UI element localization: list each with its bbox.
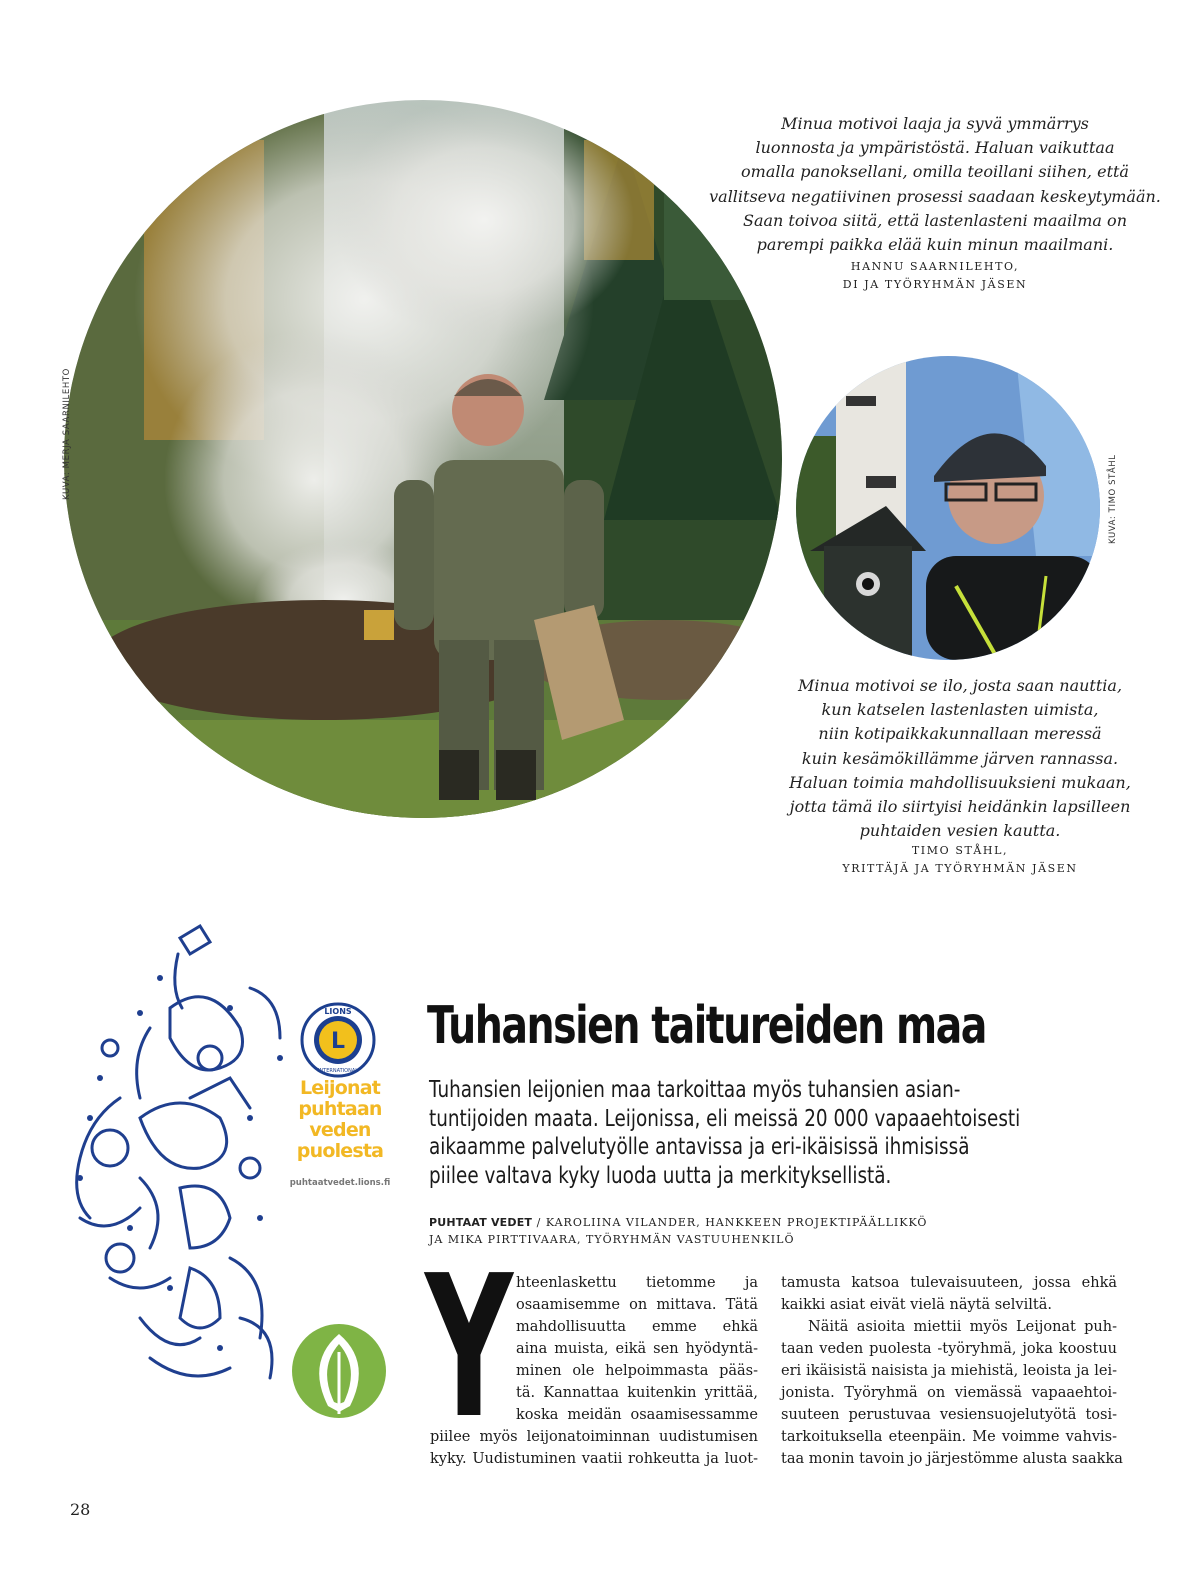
attribution-name: TIMO STÅHL, [911,844,1009,857]
campaign-url: puhtaatvedet.lions.fi [289,1178,391,1188]
body-line: mahdollisuutta emme ehkä [516,1319,758,1335]
article-headline: Tuhansien taitureiden maa [427,996,986,1056]
photo-credit-large: KUVA: MERJA SAARNILEHTO [62,368,72,500]
campaign-title-line: puhtaan [298,1098,382,1120]
lions-emblem-letter: L [330,1029,346,1054]
finland-sea-life-illustration [50,918,312,1408]
attribution-name: HANNU SAARNILEHTO, [850,260,1020,273]
quote-line: Haluan toimia mahdollisuuksieni mukaan, [789,772,1131,792]
photo-credit-small: KUVA: TIMO STÅHL [1108,454,1118,544]
body-line: aina muista, eikä sen hyödyntä- [516,1341,758,1357]
byline-authors-2: JA MIKA PIRTTIVAARA, TYÖRYHMÄN VASTUUHENKILÖ [429,1233,795,1246]
body-line: tarkoituksella eteenpäin. Me voimme vahvis- [781,1429,1117,1445]
body-line: taan veden puolesta -työryhmä, joka koostuu [781,1341,1117,1357]
quote-line: kuin kesämökillämme järven rannassa. [801,748,1119,768]
body-line: koska meidän osaamisessamme [516,1407,758,1423]
page-number: 28 [70,1500,91,1519]
quote-attribution-hannu [700,258,1170,294]
body-line: hteenlaskettu tietomme ja [516,1275,758,1291]
quote-attribution-timo [740,842,1180,878]
body-line: piilee myös leijonatoiminnan uudistumisen [430,1429,758,1445]
quote-line: parempi paikka elää kuin minun maailmani. [756,235,1114,255]
quote-line: kun katselen lastenlasten uimista, [821,700,1099,720]
body-line: minen ole helpoimmasta pääs- [516,1363,758,1379]
campaign-title-line: Leijonat [299,1077,381,1099]
drop-cap: Y [425,1234,514,1462]
body-line: suuteen perustuvaa vesiensuojelutyötä tosi- [781,1407,1117,1423]
campaign-title [280,1078,400,1162]
quote-line: omalla panoksellani, omilla teoillani siihen, että [741,162,1129,182]
body-line: Näitä asioita miettii myös Leijonat puh- [808,1319,1117,1335]
quote-line: Minua motivoi laaja ja syvä ymmärrys [781,114,1089,133]
quote-line: Saan toivoa siitä, että lastenlasteni maailma on [742,210,1127,230]
body-line: taa monin tavoin jo järjestömme alusta saakka [781,1451,1123,1467]
attribution-role: DI JA TYÖRYHMÄN JÄSEN [842,278,1028,291]
article-lede [429,1076,1053,1190]
lede-line: piilee valtava kyky luoda uutta ja merkityksellistä. [429,1162,892,1189]
lions-emblem-top-text: LIONS [324,1007,352,1016]
green-leaf-logo [290,1322,388,1420]
quote-line: puhtaiden vesien kautta. [859,821,1061,841]
quote-hannu [700,112,1170,257]
lede-line: Tuhansien leijonien maa tarkoittaa myös tuhansien asian- [429,1077,961,1103]
body-line: tä. Kannattaa kuitenkin yrittää, [516,1385,758,1401]
campaign-title-line: puolesta [296,1140,384,1162]
body-line: kaikki asiat eivät vielä näytä selviltä. [781,1297,1052,1313]
body-line: osaamisemme on mittava. Tätä [516,1297,758,1313]
body-line: eri ikäisistä naisista ja miehistä, leoista ja lei- [781,1363,1117,1379]
photo-man-carrying-box-by-bonfire [64,100,782,818]
byline-section: PUHTAAT VEDET [429,1216,533,1229]
body-line: tamusta katsoa tulevaisuuteen, jossa ehkä [781,1275,1117,1291]
body-line: jonista. Työryhmä on viemässä vapaaehtoi- [781,1385,1117,1401]
photo-man-with-birdhouse [796,356,1100,660]
attribution-role: YRITTÄJÄ JA TYÖRYHMÄN JÄSEN [842,862,1078,875]
lede-line: tuntijoiden maata. Leijonissa, eli meissä 20 000 vapaaehtoisesti [429,1105,1021,1132]
lions-international-logo [300,1002,376,1078]
quote-timo [740,674,1180,843]
quote-line: Minua motivoi se ilo, josta saan nauttia, [797,676,1123,695]
lions-emblem-bottom-text: INTERNATIONAL [317,1068,359,1074]
body-line: kyky. Uudistuminen vaatii rohkeutta ja luot- [430,1451,758,1467]
quote-line: vallitseva negatiivinen prosessi saadaan keskeytymään. [709,186,1161,206]
campaign-title-line: veden [309,1119,371,1141]
lede-line: aikaamme palvelutyölle antavissa ja eri-ikäisissä ihmisissä [429,1134,970,1160]
byline-authors: / KAROLIINA VILANDER, HANKKEEN PROJEKTIPÄÄLLIKKÖ [532,1216,928,1229]
quote-line: jotta tämä ilo siirtyisi heidänkin lapsilleen [789,797,1131,817]
quote-line: niin kotipaikkakunnallaan meressä [818,724,1102,744]
quote-line: luonnosta ja ympäristöstä. Haluan vaikuttaa [755,138,1115,158]
